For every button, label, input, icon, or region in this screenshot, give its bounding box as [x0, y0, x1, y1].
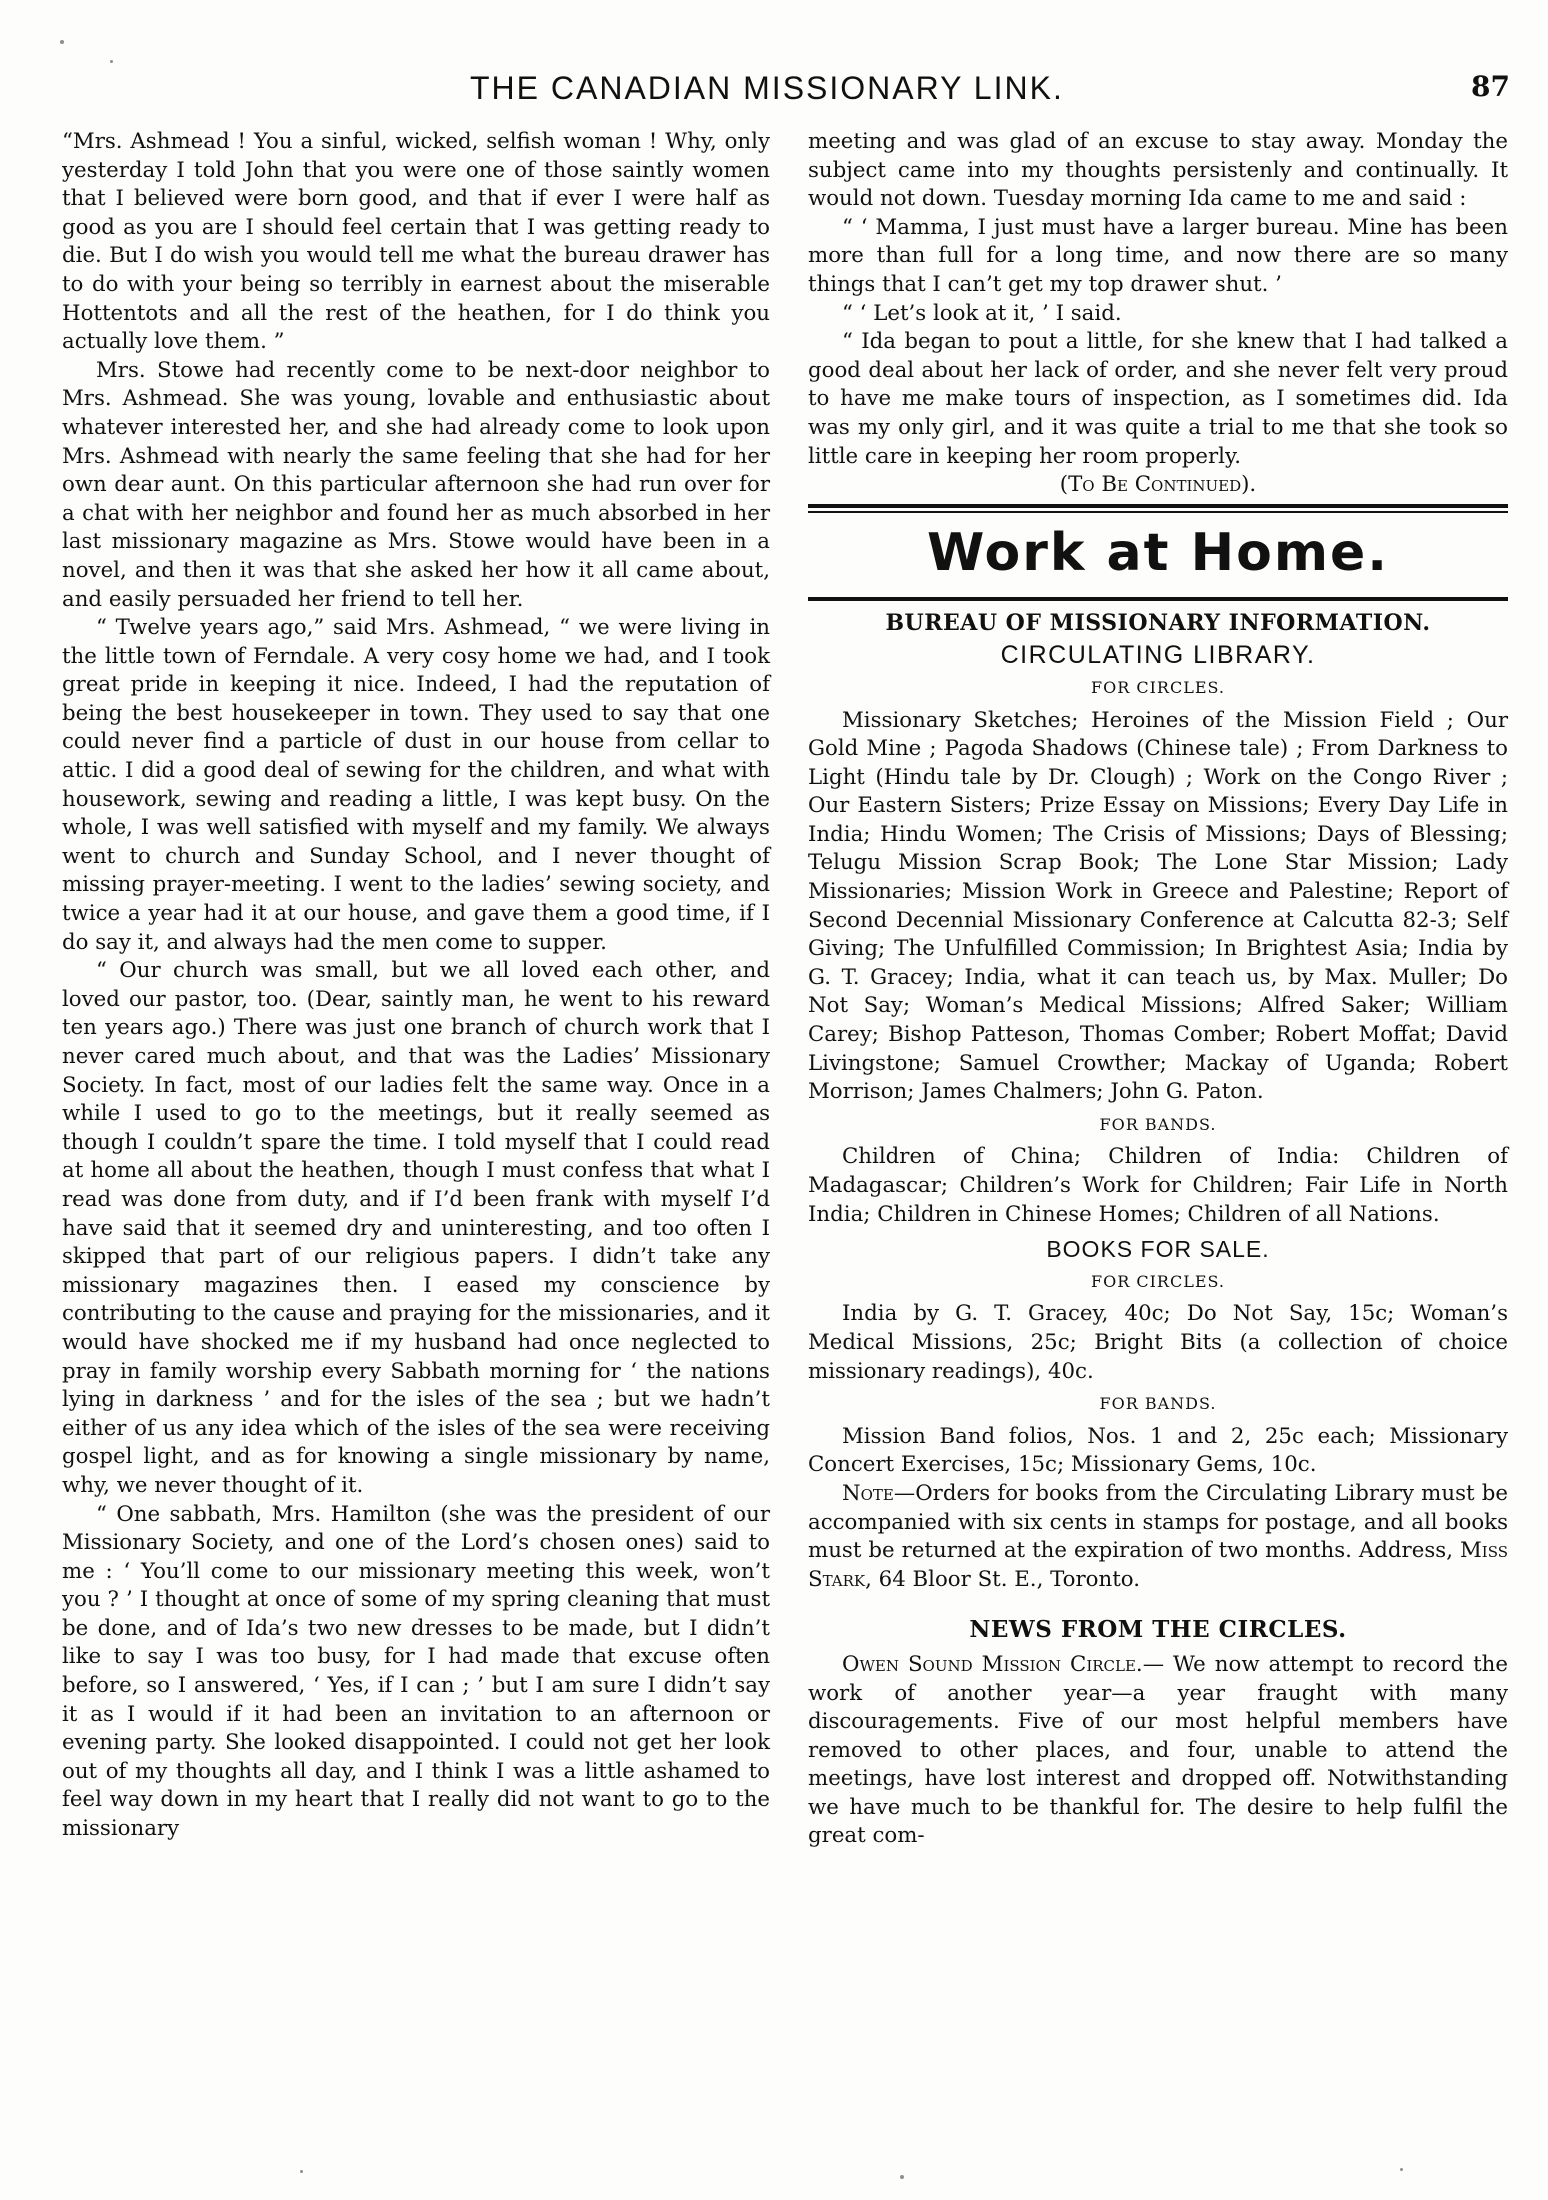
books-bands-list: Mission Band folios, Nos. 1 and 2, 25c each; Missionary Concert Exercises, 15c; Missionary Gems, 10c. — [808, 1423, 1508, 1478]
left-column — [62, 128, 770, 1844]
story-continuation-paragraph: “ ‘ Mamma, I just must have a larger bureau. Mine has been more than full for a long time, and now there are so many things that I can’t get my top drawer shut. ’ — [808, 214, 1508, 297]
library-heading: CIRCULATING LIBRARY. — [1000, 641, 1316, 670]
note-address: , 64 Bloor St. E., Toronto. — [865, 1566, 1140, 1592]
print-speck — [60, 40, 64, 44]
print-speck — [1400, 2168, 1403, 2171]
library-note — [808, 1480, 1508, 1594]
news-place: Owen Sound Mission Circle. — [842, 1651, 1143, 1677]
section-divider — [808, 504, 1508, 508]
story-continuation-paragraph: “ ‘ Let’s look at it, ’ I said. — [842, 300, 1122, 326]
to-be-continued-note: (To Be Continued). — [1059, 472, 1257, 498]
story-continuation-paragraph: “ Ida began to pout a little, for she knew that I had talked a good deal about her lack of order, and she never felt very proud to have me make tours of inspection, as I sometimes did. Ida was my only girl, and it was quite a trial to me that she took so little care in keeping her room properly. — [808, 329, 1508, 469]
library-circles-list: Missionary Sketches; Heroines of the Mission Field ; Our Gold Mine ; Pagoda Shadows (Chinese tale) ; From Darkness to Light (Hindu tale by Dr. Clough) ; Work on the Congo River ; Our Eastern Sisters; Prize Essay on Missions; Every Day Life in India; Hindu Women; The Crisis of Missions; Days of Blessing; Telugu Mission Scrap Book; The Lone Star Mission; Lady Missionaries; Mission Work in Greece and Palestine; Report of Second Decennial Missionary Conference at Calcutta 82-3; Self Giving; The Unfulfilled Commission; In Brightest Asia; India by G. T. Gracey; India, what it can teach us, by Max. Muller; Do Not Say; Woman’s Medical Missions; Alfred Saker; William Carey; Bishop Patteson, Thomas Comber; Robert Moffat; David Livingstone; Samuel Crowther; Mackay of Uganda; Robert Morrison; James Chalmers; John G. Paton. — [808, 707, 1508, 1105]
news-paragraph — [808, 1651, 1508, 1851]
for-bands-subheading: FOR BANDS. — [1099, 1114, 1217, 1134]
books-for-bands-subheading: FOR BANDS. — [1099, 1394, 1217, 1414]
page-number: 87 — [1471, 70, 1510, 103]
print-speck — [110, 60, 113, 63]
note-label: Note — [842, 1480, 894, 1506]
news-text: — We now attempt to record the work of another year—a year fraught with many discouragements. Five of our most helpful members have removed to other places, and four, unable to attend the meetings, have lost interest and dropped off. Notwithstanding we have much to be thankful for. The desire to help fulfil the great com- — [808, 1651, 1508, 1849]
masthead-title: THE CANADIAN MISSIONARY LINK. — [470, 70, 1064, 106]
story-paragraph: Mrs. Stowe had recently come to be next-door neighbor to Mrs. Ashmead. She was young, lovable and enthusiastic about whatever interested her, and she had already come to look upon Mrs. Ashmead with nearly the same feeling that she had for her own dear aunt. On this particular afternoon she had run over for a chat with her neighbor and found her as much absorbed in her last missionary magazine as Mrs. Stowe would have been in a novel, and then it was that she asked her how it all came about, and easily persuaded her friend to tell her. — [62, 357, 770, 612]
right-column — [808, 128, 1508, 1851]
story-paragraph: “ One sabbath, Mrs. Hamilton (she was the president of our Missionary Society, and one of the Lord’s chosen ones) said to me : ‘ You’ll come to our missionary meeting this week, won’t you ? ’ I thought at once of some of my spring cleaning that must be done, and of Ida’s two new dresses to be made, but I didn’t like to say I was too busy, for I had made that excuse often before, so I answered, ‘ Yes, if I can ; ’ but I am sure I didn’t say it as I would if it had been an invitation to an afternoon or evening party. She looked disappointed. I could not get her look out of my thoughts all day, and I think I was a little ashamed to feel way down in my heart that I really did not want to go to the missionary — [62, 1501, 770, 1842]
story-paragraph: “ Twelve years ago,” said Mrs. Ashmead, “ we were living in the little town of Ferndale. A very cosy home we had, and I took great pride in keeping it nice. Indeed, I had the reputation of being the best housekeeper in town. They used to say that one could never find a particle of dust in our house from cellar to attic. I did a good deal of sewing for the children, and what with housework, sewing and reading a little, I was kept busy. On the whole, I was well satisfied with myself and my family. We always went to church and Sunday School, and I never thought of missing prayer-meeting. I went to the ladies’ sewing society, and twice a year had it at our house, and gave them a good time, if I do say it, and always had the men come to supper. — [62, 615, 770, 955]
story-paragraph: “Mrs. Ashmead ! You a sinful, wicked, selfish woman ! Why, only yesterday I told John that you were one of those saintly women that I believed were born good, and that if ever I were half as good as you are I should feel certain that I was getting ready to die. But I do wish you would tell me what the bureau drawer has to do with your being so terribly in earnest about the miserable Hottentots and all the rest of the heathen, for I do think you actually love them. ” — [62, 129, 770, 355]
section-divider-bottom — [808, 597, 1508, 601]
for-circles-subheading: FOR CIRCLES. — [1091, 677, 1225, 697]
books-circles-list: India by G. T. Gracey, 40c; Do Not Say, 15c; Woman’s Medical Missions, 25c; Bright Bits (a collection of choice missionary readings), 40c. — [808, 1301, 1508, 1384]
news-heading: NEWS FROM THE CIRCLES. — [969, 1616, 1347, 1644]
story-continuation-paragraph: meeting and was glad of an excuse to stay away. Monday the subject came into my thoughts persistenly and continually. It would not down. Tuesday morning Ida came to me and said : — [808, 129, 1508, 212]
section-title: Work at Home. — [926, 522, 1390, 583]
story-paragraph: “ Our church was small, but we all loved each other, and loved our pastor, too. (Dear, saintly man, he went to his reward ten years ago.) There was just one branch of church work that I never cared much about, and that was the Ladies’ Missionary Society. In fact, most of our ladies felt the same way. Once in a while I used to go to the meetings, but it really seemed as though I couldn’t spare the time. I told myself that I could read at home all about the heathen, though I must confess that what I read was done from duty, and if I’d been frank with myself I’d have said that it seemed dry and uninteresting, and too often I skipped that part of our religious papers. I didn’t take any missionary magazines then. I eased my conscience by contributing to the cause and praying for the missionaries, and it would have shocked me if my husband had once neglected to pray in family worship every Sabbath morning for ‘ the nations lying in darkness ’ and for the isles of the sea ; but we hadn’t either of us any idea which of the isles of the sea were receiving gospel light, and as for knowing a single missionary by name, why, we never thought of it. — [62, 958, 770, 1498]
books-for-sale-heading: BOOKS FOR SALE. — [1046, 1236, 1270, 1263]
page-header — [470, 70, 1510, 120]
library-bands-list: Children of China; Children of India: Children of Madagascar; Children’s Work for Children; Fair Life in North India; Children in Chinese Homes; Children of all Nations. — [808, 1144, 1508, 1227]
print-speck — [300, 2170, 303, 2173]
books-for-circles-subheading: FOR CIRCLES. — [1091, 1271, 1225, 1291]
print-speck — [900, 2175, 904, 2179]
bureau-heading: BUREAU OF MISSIONARY INFORMATION. — [885, 609, 1431, 636]
note-name: Miss Stark — [808, 1538, 1508, 1592]
note-text: —Orders for books from the Circulating Library must be accompanied with six cents in stamps for postage, and all books must be returned at the expiration of two months. Address, — [808, 1480, 1508, 1564]
